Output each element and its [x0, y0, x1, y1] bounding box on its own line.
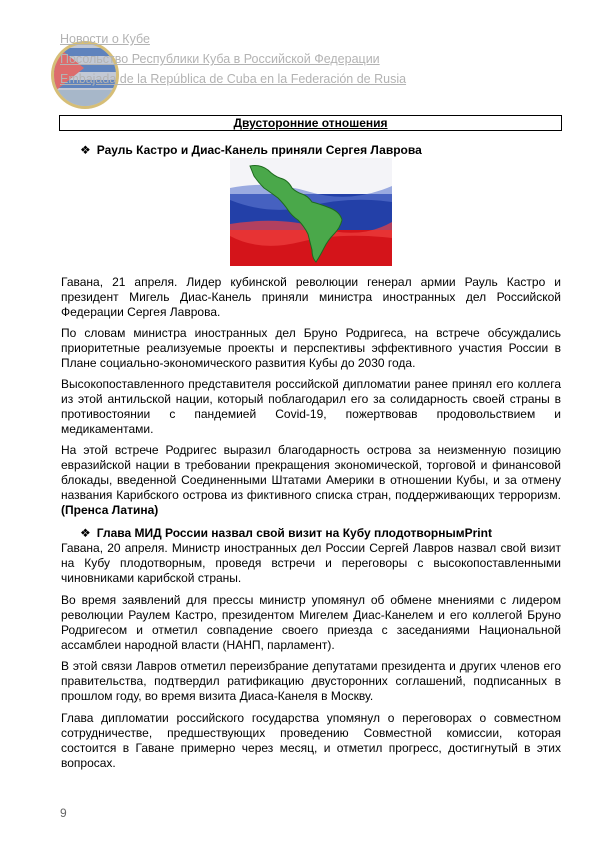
- article1-source: (Пренса Латина): [61, 503, 159, 517]
- article1-title: Рауль Кастро и Диас-Канель приняли Сергея Лаврова: [96, 143, 422, 157]
- article2-headline: [80, 526, 492, 540]
- header-embassy-es: Embajada de la República de Cuba en la Federación de Rusia: [60, 72, 407, 86]
- section-title: Двусторонние отношения: [59, 115, 562, 131]
- article2-paragraph3: В этой связи Лавров отметил переизбрание депутатами президента и других членов его правительства, подтвердил ратификацию двусторонних соглашений, подписанных в прошлом году, во время визита Диаса-Канеля в Москву.: [61, 659, 561, 703]
- diamond-bullet-icon: ❖: [80, 143, 91, 157]
- document-header: [60, 29, 560, 89]
- page-number: 9: [60, 806, 67, 820]
- diamond-bullet-icon: ❖: [80, 526, 91, 540]
- header-embassy-ru: Посольство Республики Куба в Российской Федерации: [60, 52, 380, 66]
- article1-paragraph1: Гавана, 21 апреля. Лидер кубинской революции генерал армии Рауль Кастро и президент Мигель Диас-Канель приняли министра иностранных дел Российской Федерации Сергея Лаврова.: [61, 275, 561, 319]
- article2-paragraph1: Гавана, 20 апреля. Министр иностранных дел России Сергей Лавров назвал свой визит на Кубу плодотворным, проведя встречи и переговоры с высокопоставленными чиновниками карибской страны.: [61, 541, 561, 585]
- article1-paragraph2: По словам министра иностранных дел Бруно Родригеса, на встрече обсуждались приоритетные реализуемые проекты и перспективы эффективного участия России в Плане социально-экономического развития Кубы до 2030 года.: [61, 326, 561, 370]
- article2-paragraph4: Глава дипломатии российского государства упомянул о переговорах о совместном сотрудничестве, предшествующих проведению Совместной комиссии, которая состоится в Гаване примерно через месяц, и отметил прогресс, достигнутый в этих вопросах.: [61, 711, 561, 770]
- header-newsletter-title: Новости о Кубе: [60, 32, 150, 46]
- article1-paragraph4: [61, 443, 561, 518]
- article2-paragraph2: Во время заявлений для прессы министр упомянул об обмене мнениями с лидером революции Раулем Кастро, президентом Мигелем Диас-Канелем и его коллегой Бруно Родригесом и отметил совпадение своего приезда с заседаниями Национальной ассамблеи народной власти (НАНП, парламент).: [61, 593, 561, 652]
- article2-title: Глава МИД России назвал свой визит на Кубу плодотворнымPrint: [96, 526, 492, 540]
- russia-flag-latin-america-map-image: [230, 158, 392, 266]
- article1-paragraph3: Высокопоставленного представителя российской дипломатии ранее принял его коллега из этой антильской нации, который поблагодарил его за солидарность своей страны в противостоянии с пандемией Covid-19, пожертвовав продовольствием и медикаментами.: [61, 377, 561, 436]
- article1-headline: [80, 143, 422, 157]
- article1-p4-text: На этой встрече Родригес выразил благодарность острова за неизменную позицию евразийской нации в требовании прекращения экономической, торговой и финансовой блокады, введенной Соединенными Штатами Америки в отношении Кубы, и за отмену названия Карибского острова из фиктивного списка стран, поддерживающих терроризм.: [61, 443, 561, 502]
